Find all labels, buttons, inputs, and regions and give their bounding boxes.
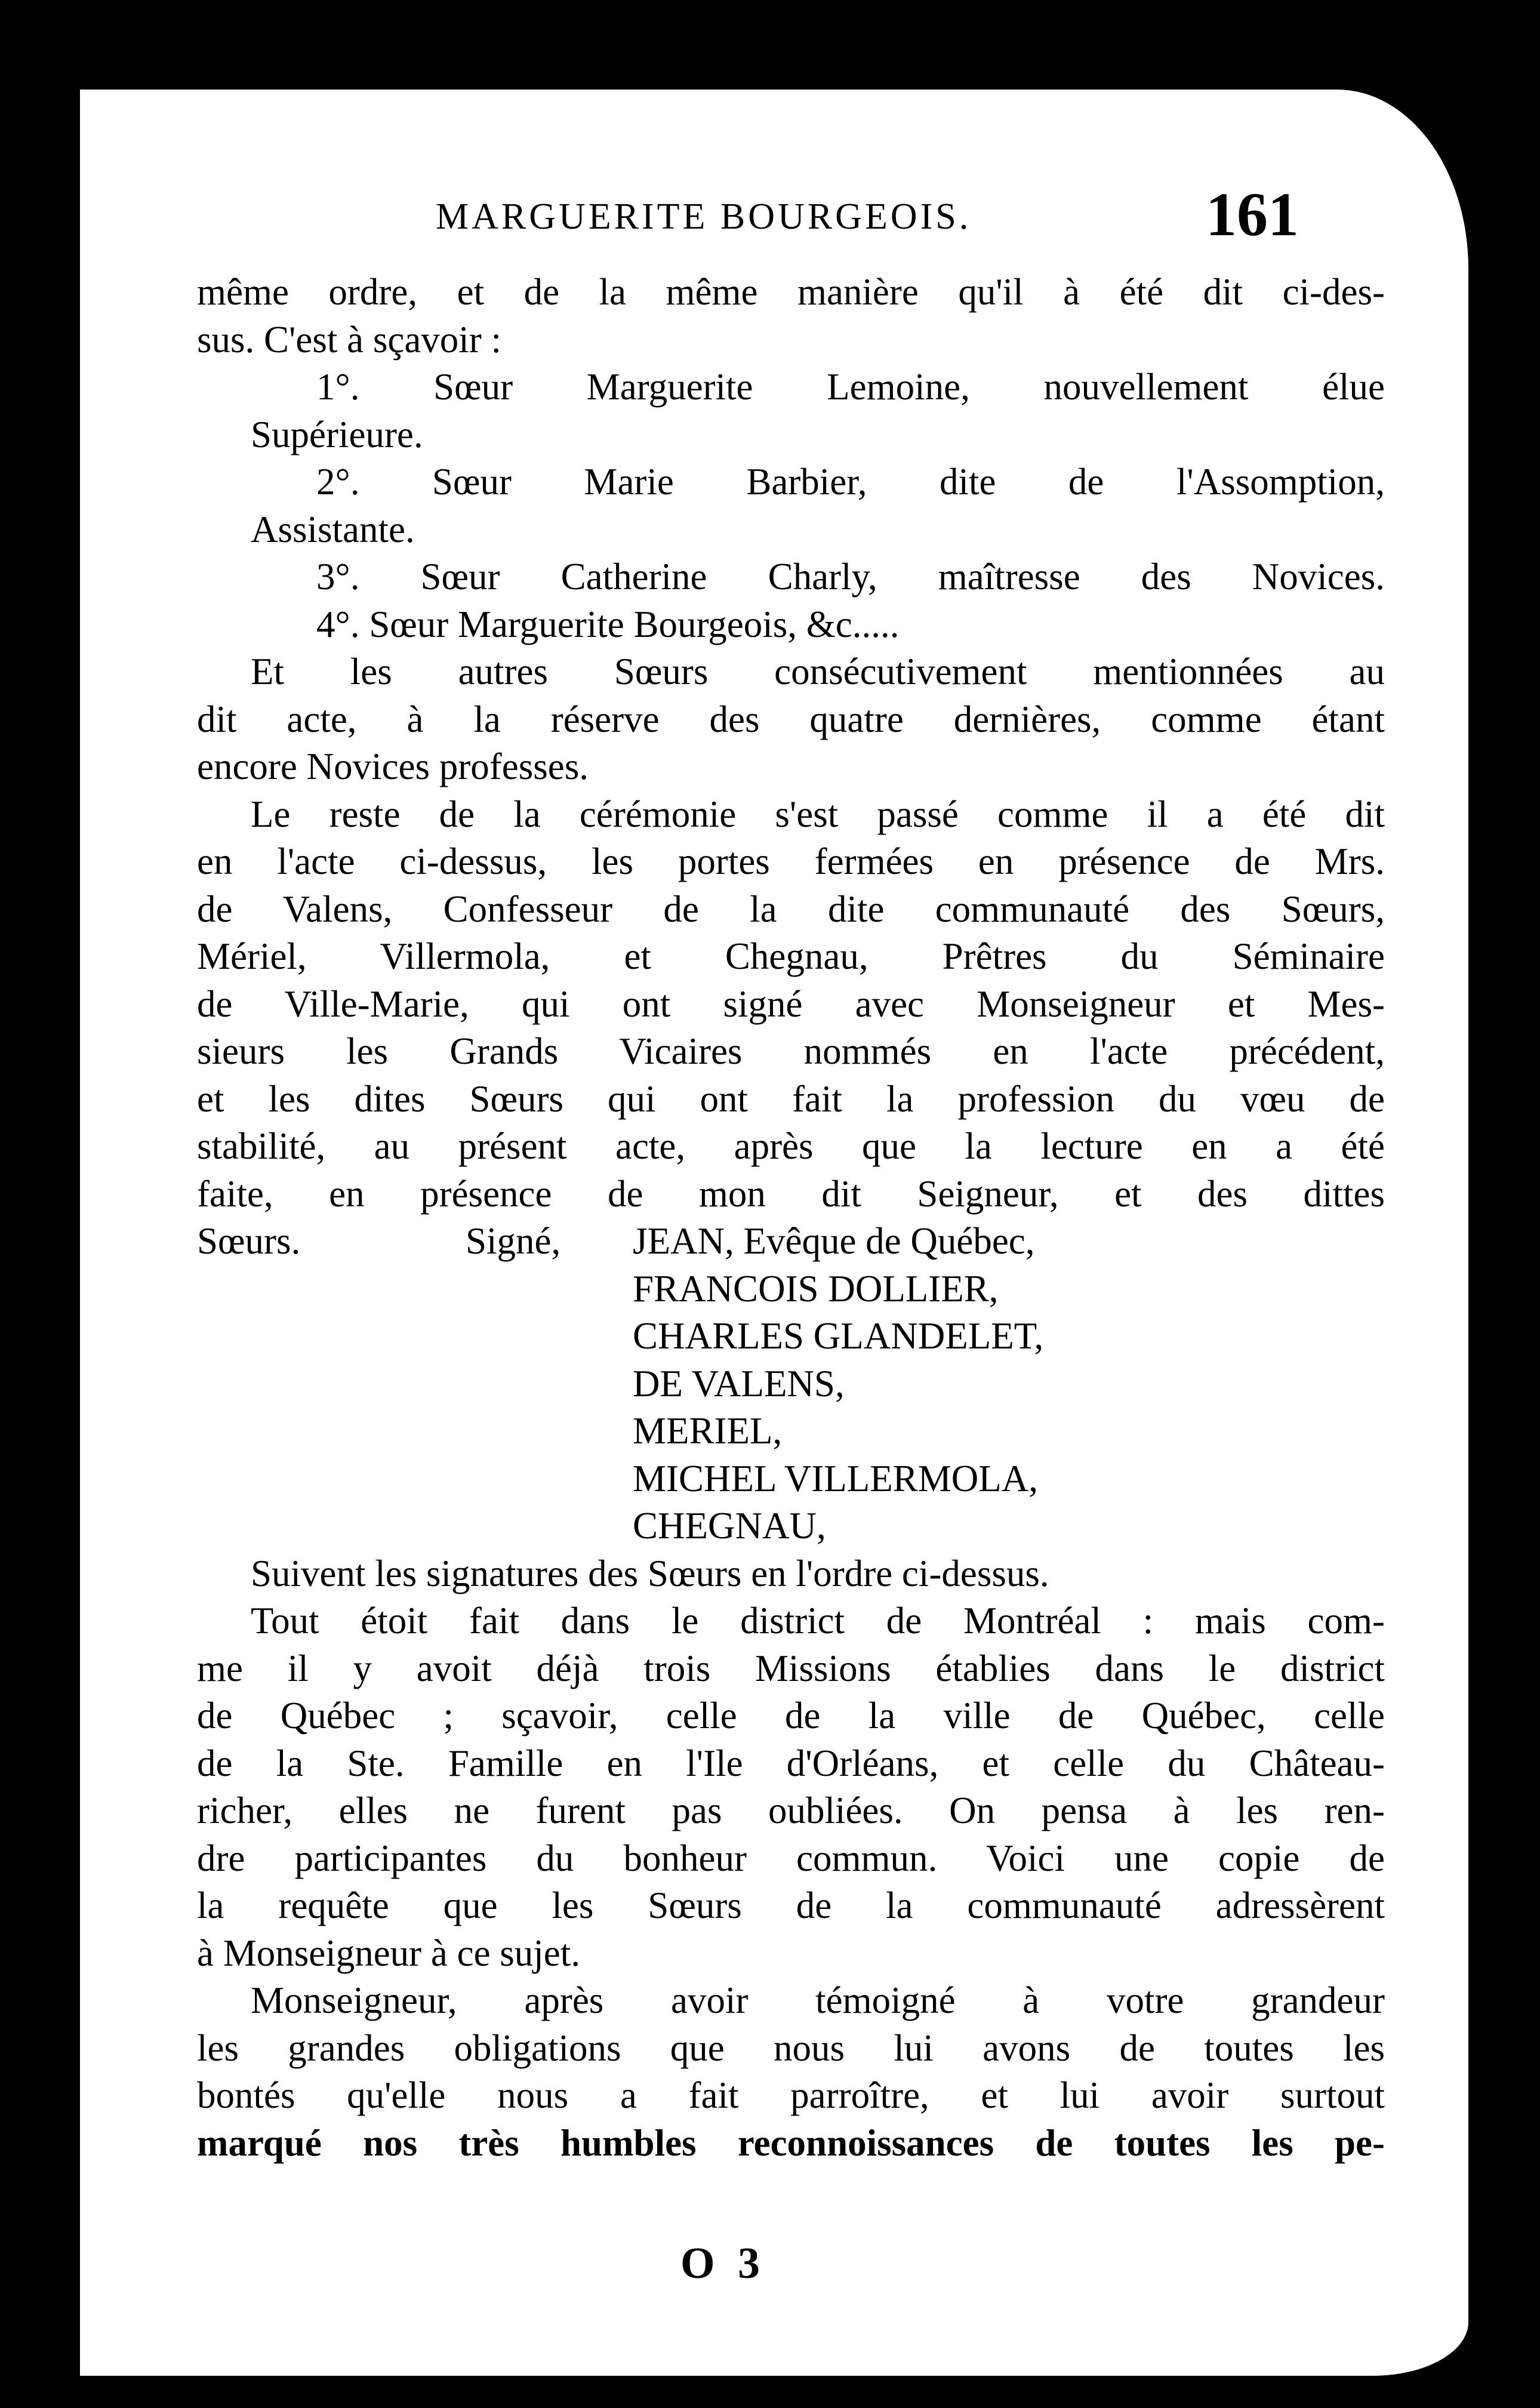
text-line: Le reste de la cérémonie s'est passé comme il a été dit: [251, 793, 1385, 835]
body-text-bottom: [197, 1550, 1385, 2167]
signatory-name: CHEGNAU,: [633, 1505, 826, 1547]
text-line: de Québec ; sçavoir, celle de la ville de Québec, celle: [197, 1695, 1385, 1736]
catchword-signature-mark: O 3: [680, 2239, 766, 2288]
text-line: de Valens, Confesseur de la dite communauté des Sœurs,: [197, 888, 1385, 930]
text-line: richer, elles ne furent pas oubliées. On pensa à les ren-: [197, 1790, 1385, 1831]
signatory-name: MICHEL VILLERMOLA,: [633, 1457, 1038, 1499]
text-line: sus. C'est à sçavoir :: [197, 318, 502, 361]
signatory-name: MERIEL,: [633, 1410, 783, 1452]
text-line: dit acte, à la réserve des quatre dernières, comme étant: [197, 698, 1385, 740]
text-line: à Monseigneur à ce sujet.: [197, 1932, 581, 1974]
text-line: stabilité, au présent acte, après que la lecture en a été: [197, 1125, 1385, 1167]
book-page: [72, 90, 1468, 2376]
text-line: de la Ste. Famille en l'Ile d'Orléans, et celle du Château-: [197, 1742, 1385, 1784]
text-line: Supérieure.: [251, 413, 423, 455]
text-line: marqué nos très humbles reconnoissances de toutes les pe-: [197, 2121, 1385, 2164]
text-line: encore Novices professes.: [197, 746, 589, 787]
running-head: MARGUERITE BOURGEOIS.: [436, 196, 972, 237]
signature-jean: JEAN, Evêque de Québec,: [633, 1220, 1035, 1262]
text-line: Tout étoit fait dans le district de Montréal : mais com-: [251, 1600, 1385, 1642]
page-header: [72, 179, 1468, 251]
text-line: les grandes obligations que nous lui avons de toutes les: [197, 2027, 1385, 2069]
page-number: 161: [1206, 180, 1299, 249]
text-line: 2°. Sœur Marie Barbier, dite de l'Assomption,: [316, 461, 1385, 503]
text-line: même ordre, et de la même manière qu'il à été dit ci-des-: [197, 271, 1385, 313]
text-line: en l'acte ci-dessus, les portes fermées en présence de Mrs.: [197, 840, 1385, 882]
text-line: 4°. Sœur Marguerite Bourgeois, &c.....: [316, 603, 900, 645]
text-line: Mériel, Villermola, et Chegnau, Prêtres du Séminaire: [197, 935, 1385, 977]
text-line: de Ville-Marie, qui ont signé avec Monseigneur et Mes-: [197, 983, 1385, 1025]
text-line: 1°. Sœur Marguerite Lemoine, nouvellement élue: [316, 366, 1385, 408]
text-line: et les dites Sœurs qui ont fait la profession du vœu de: [197, 1077, 1385, 1120]
signatory-name: FRANCOIS DOLLIER,: [633, 1267, 999, 1310]
text-line: 3°. Sœur Catherine Charly, maîtresse des Novices.: [316, 556, 1385, 598]
text-line: me il y avoit déjà trois Missions établies dans le district: [197, 1647, 1385, 1689]
signatory-name: CHARLES GLANDELET,: [633, 1315, 1044, 1357]
signe-word: Signé,: [466, 1220, 561, 1262]
page-spine-edge: [72, 90, 80, 2376]
page-body: [197, 269, 1385, 2167]
text-line: bontés qu'elle nous a fait parroître, et lui avoir surtout: [197, 2074, 1385, 2116]
text-line: faite, en présence de mon dit Seigneur, et des dittes: [197, 1172, 1385, 1215]
text-line: dre participantes du bonheur commun. Voici une copie de: [197, 1837, 1385, 1879]
text-line: Monseigneur, après avoir témoigné à votre grandeur: [251, 1979, 1385, 2021]
text-line: Assistante.: [251, 508, 415, 550]
signature-first-row: [197, 1218, 1385, 1265]
text-line: Et les autres Sœurs consécutivement mentionnées au: [251, 651, 1385, 692]
soeurs-word: Sœurs.: [197, 1220, 301, 1262]
text-line: la requête que les Sœurs de la communauté adressèrent: [197, 1884, 1385, 1926]
text-line: sieurs les Grands Vicaires nommés en l'acte précédent,: [197, 1030, 1385, 1072]
signatory-name: DE VALENS,: [633, 1362, 845, 1405]
body-text-top: [197, 269, 1385, 1218]
text-line: Suivent les signatures des Sœurs en l'ordre ci-dessus.: [251, 1552, 1049, 1594]
signature-list: [197, 1265, 1385, 1550]
